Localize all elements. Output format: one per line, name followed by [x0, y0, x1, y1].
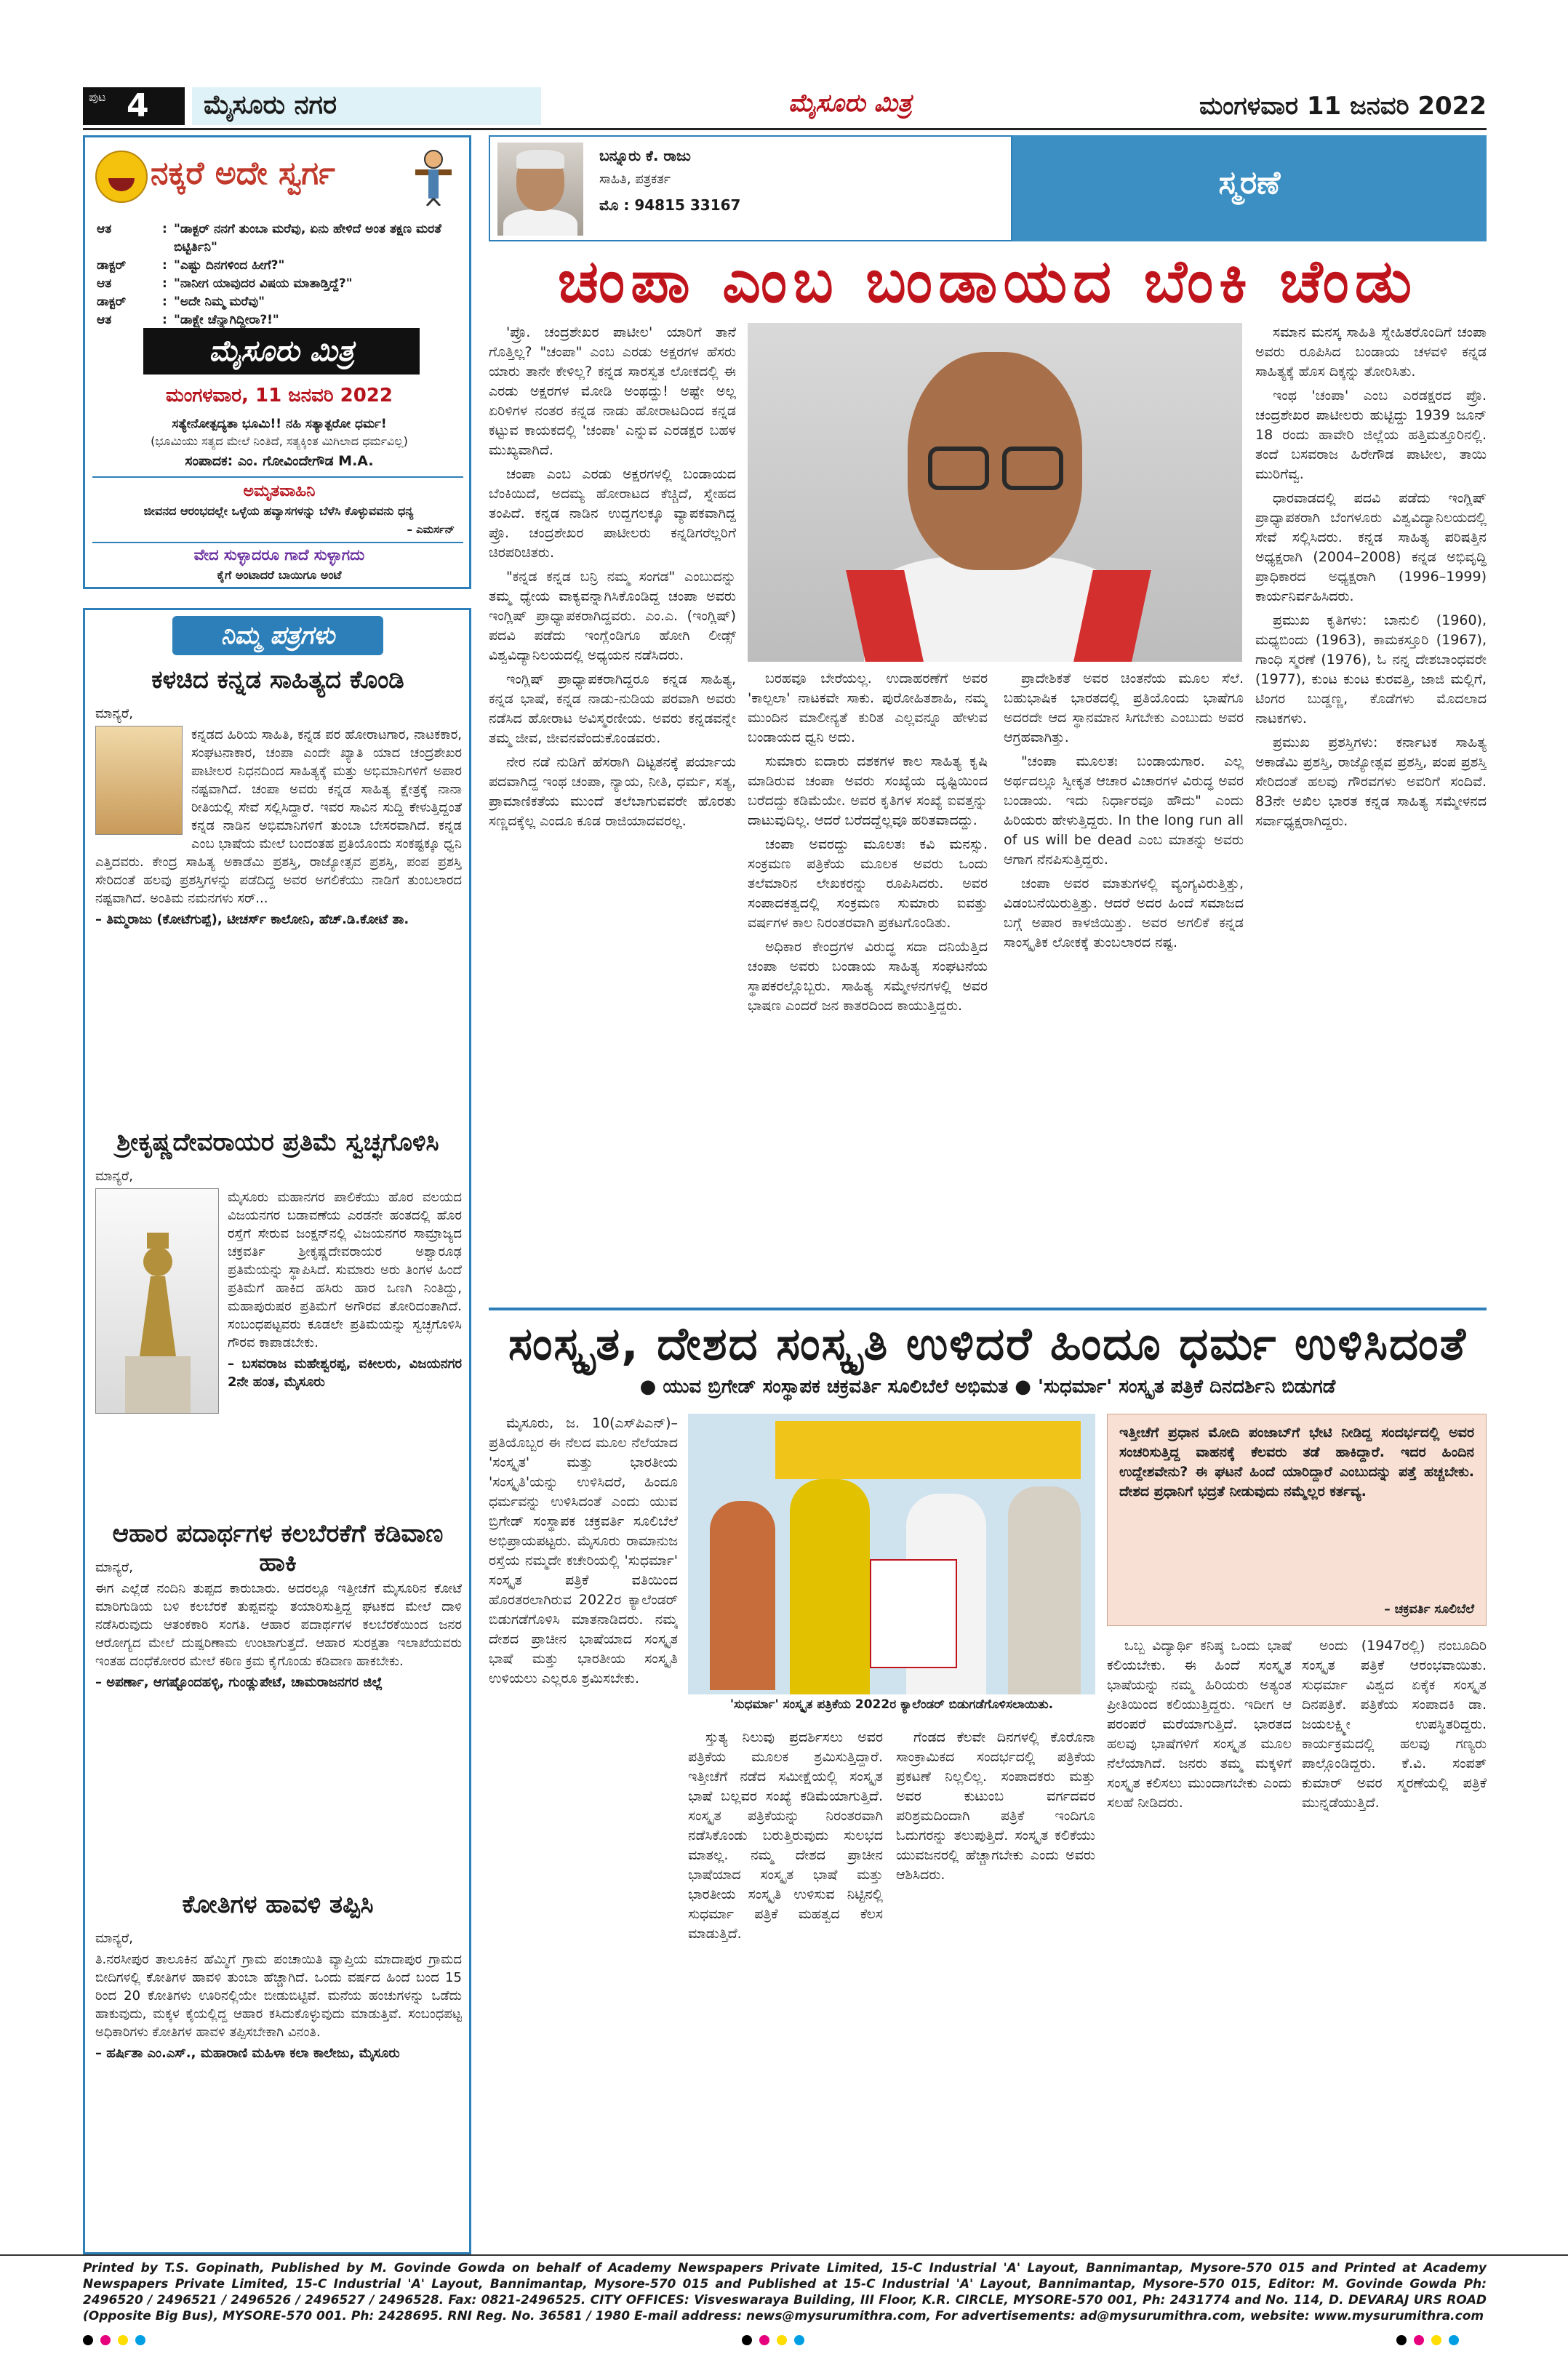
statue-photo	[95, 1188, 219, 1414]
paper-logo: ಮೈಸೂರು ಮಿತ್ರ	[143, 328, 420, 375]
article-column	[748, 669, 988, 1302]
photo-caption: 'ಸುಧರ್ಮಾ' ಸಂಸ್ಕೃತ ಪತ್ರಿಕೆಯ 2022ರ ಕ್ಯಾಲೆಂಡರ್ ಬಿಡುಗಡೆಗೊಳಿಸಲಾಯಿತು.	[729, 1697, 1054, 1712]
paragraph: 'ಪ್ರೊ. ಚಂದ್ರಶೇಖರ ಪಾಟೀಲ' ಯಾರಿಗೆ ತಾನೆ ಗೊತ್ತಿಲ್ಲ? "ಚಂಪಾ" ಎಂಬ ಎರಡು ಅಕ್ಷರಗಳ ಹೆಸರು ಯಾರು ತಾನೇ ಕೇಳಿಲ್ಲ? ಕನ್ನಡ ಸಾರಸ್ವತ ಲೋಕದಲ್ಲಿ ಈ ಎರಡು ಅಕ್ಷರಗಳ ಮೋಡಿ ಅಂಥದ್ದು! ಅಷ್ಟೇ ಅಲ್ಲ ಏರಿಳಿಗಳ ನಂತರ ಕನ್ನಡ ನಾಡು ಹೋರಾಟದಿಂದ ಕನ್ನಡ ಕಟ್ಟುವ ಕಾಯಕದಲ್ಲಿ 'ಚಂಪಾ' ಎನ್ನುವ ಎರಡಕ್ಷರ ಬಹಳ ಮುಖ್ಯವಾಗಿದೆ.	[489, 324, 736, 458]
registration-marks	[1396, 2334, 1466, 2348]
paragraph: ಇಂಗ್ಲಿಷ್ ಪ್ರಾಧ್ಯಾಪಕರಾಗಿದ್ದರೂ ಕನ್ನಡ ಸಾಹಿತ್ಯ, ಕನ್ನಡ ಭಾಷೆ, ಕನ್ನಡ ನಾಡು-ನುಡಿಯ ಪರವಾಗಿ ಅವರು ನಡೆಸಿದ ಹೋರಾಟ ಅವಿಸ್ಮರಣೀಯ. ಅವರು ಕನ್ನಡವನ್ನೇ ತಮ್ಮ ಜೀವ, ಜೀವನವೆಂದುಕೊಂಡವರು.	[489, 671, 736, 746]
registration-marks	[742, 2334, 812, 2348]
letter-text: ತಿ.ನರಸೀಪುರ ತಾಲೂಕಿನ ಹೆಮ್ಮಿಗೆ ಗ್ರಾಮ ಪಂಚಾಯಿತಿ ವ್ಯಾಪ್ತಿಯ ಮಾದಾಪುರ ಗ್ರಾಮದ ಬೀದಿಗಳಲ್ಲಿ ಕೋತಿಗಳ ಹಾವಳಿ ತುಂಬಾ ಹೆಚ್ಚಾಗಿದೆ. ಒಂದು ವರ್ಷದ ಹಿಂದೆ ಬಂದ 15 ರಿಂದ 20 ಕೋತಿಗಳು ಊರಿನಲ್ಲಿಯೇ ಬೀಡುಬಿಟ್ಟಿವೆ. ಮನೆಯ ಹಂಚುಗಳನ್ನು ಒಡೆದು ಹಾಕುವುದು, ಮಕ್ಕಳ ಕೈಯಲ್ಲಿದ್ದ ಆಹಾರ ಕಸಿದುಕೊಳ್ಳುವುದು ಮಾಡುತ್ತಿವೆ. ಸಂಬಂಧಪಟ್ಟ ಅಧಿಕಾರಿಗಳು ಕೋತಿಗಳ ಹಾವಳಿ ತಪ್ಪಿಸಬೇಕಾಗಿ ವಿನಂತಿ.	[95, 1952, 462, 2040]
letter-signature: – ಬಸವರಾಜ ಮಹೇಶ್ವರಪ್ಪ, ವಕೀಲರು, ವಿಜಯನಗರ 2ನೇ ಹಂತ, ಮೈಸೂರು	[228, 1356, 462, 1390]
pull-quote-text: ಇತ್ತೀಚೆಗೆ ಪ್ರಧಾನ ಮೋದಿ ಪಂಜಾಬ್‌ಗೆ ಭೇಟಿ ನೀಡಿದ್ದ ಸಂದರ್ಭದಲ್ಲಿ ಅವರ ಸಂಚರಿಸುತ್ತಿದ್ದ ವಾಹನಕ್ಕೆ ಕೆಲವರು ತಡೆ ಹಾಕಿದ್ದಾರೆ. ಇದರ ಹಿಂದಿನ ಉದ್ದೇಶವೇನು? ಈ ಘಟನೆ ಹಿಂದೆ ಯಾರಿದ್ದಾರೆ ಎಂಬುದನ್ನು ಪತ್ತೆ ಹಚ್ಚಬೇಕು. ದೇಶದ ಪ್ರಧಾನಿಗೆ ಭದ್ರತೆ ನೀಡುವುದು ನಮ್ಮೆಲ್ಲರ ಕರ್ತವ್ಯ.	[1119, 1425, 1474, 1500]
proverb-text: ಕೈಗೆ ಅಂಟಾದರೆ ಬಾಯಿಗೂ ಅಂಟೆ	[217, 568, 342, 582]
article-column	[896, 1728, 1095, 2246]
letter-author-photo	[95, 726, 183, 835]
letters-banner: ನಿಮ್ಮ ಪತ್ರಗಳು	[172, 616, 383, 655]
paragraph: ಚಂಪಾ ಎಂಬ ಎರಡು ಅಕ್ಷರಗಳಲ್ಲಿ ಬಂಡಾಯದ ಬೆಂಕಿಯಿದೆ, ಅದಮ್ಯ ಹೋರಾಟದ ಕೆಚ್ಚಿದೆ, ಸ್ನೇಹದ ತಂಪಿದೆ. ಕನ್ನಡ ನಾಡಿನ ಉದ್ದಗಲಕ್ಕೂ ವ್ಯಾಪಕವಾಗಿದ್ದ ಪ್ರೊ. ಚಂದ್ರಶೇಖರ ಪಾಟೀಲರು ಕನ್ನಡಿಗರೆಲ್ಲರಿಗೆ ಚಿರಪರಿಚಿತರು.	[489, 466, 736, 561]
page-number-box	[83, 87, 185, 125]
paragraph: ಒಬ್ಬ ವಿದ್ಯಾರ್ಥಿ ಕನಿಷ್ಠ ಒಂದು ಭಾಷೆ ಕಲಿಯಬೇಕು. ಈ ಹಿಂದೆ ಸಂಸ್ಕೃತ ಭಾಷೆಯನ್ನು ನಮ್ಮ ಹಿರಿಯರು ಅತ್ಯಂತ ಪ್ರೀತಿಯಿಂದ ಕಲಿಯುತ್ತಿದ್ದರು. ಇದೀಗ ಆ ಪರಂಪರೆ ಮರೆಯಾಗುತ್ತಿದೆ. ಭಾರತದ ಹಲವು ಭಾಷೆಗಳಿಗೆ ಸಂಸ್ಕೃತ ಮೂಲ ನೆಲೆಯಾಗಿದೆ. ಜನರು ತಮ್ಮ ಮಕ್ಕಳಿಗೆ ಸಂಸ್ಕೃತ ಕಲಿಸಲು ಮುಂದಾಗಬೇಕು ಎಂದು ಸಲಹೆ ನೀಡಿದರು.	[1107, 1638, 1292, 1811]
page-number: 4	[127, 87, 149, 124]
paragraph: ಮೈಸೂರು, ಜ. 10(ಎಸ್‌ಪಿಎನ್)– ಪ್ರತಿಯೊಬ್ಬರ ಈ ನೆಲದ ಮೂಲ ನೆಲೆಯಾದ 'ಸಂಸ್ಕೃತ' ಮತ್ತು ಭಾರತೀಯ 'ಸಂಸ್ಕೃತಿ'ಯನ್ನು ಉಳಿಸಿದರೆ, ಹಿಂದೂ ಧರ್ಮವನ್ನು ಉಳಿಸಿದಂತೆ ಎಂದು ಯುವ ಬ್ರಿಗೇಡ್ ಸಂಸ್ಥಾಪಕ ಚಕ್ರವರ್ತಿ ಸೂಲಿಬೆಲೆ ಅಭಿಪ್ರಾಯಪಟ್ಟರು. ಮೈಸೂರು ರಾಮಾನುಜ ರಸ್ತೆಯ ನಮ್ಮದೇ ಕಚೇರಿಯಲ್ಲಿ 'ಸುಧರ್ಮಾ' ಸಂಸ್ಕೃತ ಪತ್ರಿಕೆ ವತಿಯಿಂದ ಹೊರತರಲಾಗಿರುವ 2022ರ ಕ್ಯಾಲೆಂಡರ್ ಬಿಡುಗಡೆಗೊಳಿಸಿ ಮಾತನಾಡಿದರು. ನಮ್ಮ ದೇಶದ ಪ್ರಾಚೀನ ಭಾಷೆಯಾದ ಸಂಸ್ಕೃತ ಭಾಷೆ ಮತ್ತು ಭಾರತೀಯ ಸಂಸ್ಕೃತಿ ಉಳಿಯಲು ಎಲ್ಲರೂ ಶ್ರಮಿಸಬೇಕು.	[489, 1415, 678, 1686]
paragraph: ಧಾರವಾಡದಲ್ಲಿ ಪದವಿ ಪಡೆದು ಇಂಗ್ಲಿಷ್ ಪ್ರಾಧ್ಯಾಪಕರಾಗಿ ಬೆಂಗಳೂರು ವಿಶ್ವವಿದ್ಯಾನಿಲಯದಲ್ಲಿ ಸೇವೆ ಸಲ್ಲಿಸಿದರು. ಕನ್ನಡ ಸಾಹಿತ್ಯ ಪರಿಷತ್ತಿನ ಅಧ್ಯಕ್ಷರಾಗಿ (2004–2008) ಕನ್ನಡ ಅಭಿವೃದ್ಧಿ ಪ್ರಾಧಿಕಾರದ ಅಧ್ಯಕ್ಷರಾಗಿ (1996–1999) ಕಾರ್ಯನಿರ್ವಹಿಸಿದರು.	[1255, 490, 1487, 604]
article-column	[1302, 1636, 1487, 2246]
motto-translation: (ಭೂಮಿಯು ಸತ್ಯದ ಮೇಲೆ ನಿಂತಿದೆ, ಸತ್ಯಕ್ಕಿಂತ ಮಿಗಿಲಾದ ಧರ್ಮವಿಲ್ಲ)	[151, 434, 408, 448]
author-phone: ಮೊ : 94815 33167	[599, 196, 741, 214]
quote-of-day-title: ಅಮೃತವಾಹಿನಿ	[243, 482, 316, 500]
footer-rule	[0, 2254, 1568, 2256]
joke-line: ಡಾಕ್ಟರ್ : "ಅದೇ ನಿಮ್ಮ ಮರೆವು"	[97, 295, 265, 309]
paragraph: ಪ್ರಮುಖ ಪ್ರಶಸ್ತಿಗಳು: ಕರ್ನಾಟಕ ಸಾಹಿತ್ಯ ಅಕಾಡೆಮಿ ಪ್ರಶಸ್ತಿ, ರಾಜ್ಯೋತ್ಸವ ಪ್ರಶಸ್ತಿ, ಪಂಪ ಪ್ರಶಸ್ತಿ ಸೇರಿದಂತೆ ಹಲವು ಗೌರವಗಳು ಅವರಿಗೆ ಸಂದಿವೆ. 83ನೇ ಅಖಿಲ ಭಾರತ ಕನ್ನಡ ಸಾಹಿತ್ಯ ಸಮ್ಮೇಳನದ ಸರ್ವಾಧ್ಯಕ್ಷರಾಗಿದ್ದರು.	[1255, 734, 1487, 829]
paragraph: "ಚಂಪಾ ಮೂಲತಃ ಬಂಡಾಯಗಾರ. ಎಲ್ಲ ಅರ್ಥದಲ್ಲೂ ಸ್ವೀಕೃತ ಆಚಾರ ವಿಚಾರಗಳ ವಿರುದ್ಧ ಅವರ ಬಂಡಾಯ. ಇದು ನಿರ್ಧಾರವೂ ಹೌದು" ಎಂದು ಹಿರಿಯರು ಹೇಳುತ್ತಿದ್ದರು. In the long run all of us will be dead ಎಂಬ ಮಾತನ್ನು ಅವರು ಆಗಾಗ ನೆನಪಿಸುತ್ತಿದ್ದರು.	[1004, 753, 1244, 868]
paragraph: ಸ್ತುತ್ಯ ನಿಲುವು ಪ್ರದರ್ಶಿಸಲು ಅವರ ಪತ್ರಿಕೆಯ ಮೂಲಕ ಶ್ರಮಿಸುತ್ತಿದ್ದಾರೆ. ಇತ್ತೀಚೆಗೆ ನಡೆದ ಸಮೀಕ್ಷೆಯಲ್ಲಿ ಸಂಸ್ಕೃತ ಭಾಷೆ ಬಲ್ಲವರ ಸಂಖ್ಯೆ ಕಡಿಮೆಯಾಗುತ್ತಿದೆ. ಸಂಸ್ಕೃತ ಪತ್ರಿಕೆಯನ್ನು ನಿರಂತರವಾಗಿ ನಡೆಸಿಕೊಂಡು ಬರುತ್ತಿರುವುದು ಸುಲಭದ ಮಾತಲ್ಲ. ನಮ್ಮ ದೇಶದ ಪ್ರಾಚೀನ ಭಾಷೆಯಾದ ಸಂಸ್ಕೃತ ಭಾಷೆ ಮತ್ತು ಭಾರತೀಯ ಸಂಸ್ಕೃತಿ ಉಳಿಸುವ ನಿಟ್ಟಿನಲ್ಲಿ ಸುಧರ್ಮಾ ಪತ್ರಿಕೆ ಮಹತ್ವದ ಕೆಲಸ ಮಾಡುತ್ತಿದೆ.	[688, 1729, 883, 1942]
paragraph: ಸುಮಾರು ಐದಾರು ದಶಕಗಳ ಕಾಲ ಸಾಹಿತ್ಯ ಕೃಷಿ ಮಾಡಿರುವ ಚಂಪಾ ಅವರು ಸಂಖ್ಯೆಯ ದೃಷ್ಟಿಯಿಂದ ಬರೆದದ್ದು ಕಡಿಮೆಯೇ. ಅವರ ಕೃತಿಗಳ ಸಂಖ್ಯೆ ಐವತ್ತನ್ನು ದಾಟುವುದಿಲ್ಲ. ಆದರೆ ಬರೆದದ್ದೆಲ್ಲವೂ ಹರಿತವಾದದ್ದು.	[748, 753, 988, 828]
article-column	[1255, 323, 1487, 1302]
joke-line: ಆತ : "ಡಾಕ್ಟರ್ ನನಗೆ ತುಂಬಾ ಮರೆವು, ಏನು ಹೇಳಿದೆ ಅಂತ ತಕ್ಷಣ ಮರತೆ ಬಿಟ್ಟಿರ್ತಿನಿ"	[97, 222, 441, 255]
article-column	[489, 323, 736, 1302]
letter-signature: – ತಿಮ್ಮರಾಜು (ಕೋಟೆಗುಪ್ಪೆ), ಟೀಚರ್ಸ್ ಕಾಲೋನಿ, ಹೆಚ್.ಡಿ.ಕೋಟೆ ತಾ.	[95, 912, 409, 927]
quote-of-day-text: ಜೀವನದ ಆರಂಭದಲ್ಲೇ ಒಳ್ಳೆಯ ಹವ್ಯಾಸಗಳನ್ನು ಬೆಳೆಸಿ ಕೊಳ್ಳುವವನು ಧನ್ಯ	[143, 504, 414, 518]
second-subhead: ● ಯುವ ಬ್ರಿಗೇಡ್ ಸಂಸ್ಥಾಪಕ ಚಕ್ರವರ್ತಿ ಸೂಲಿಬೆಲೆ ಅಭಿಮತ ● 'ಸುಧರ್ಮಾ' ಸಂಸ್ಕೃತ ಪತ್ರಿಕೆ ದಿನದರ್ಶಿನಿ ಬಿಡುಗಡೆ	[639, 1376, 1336, 1398]
paragraph: ಇಂಥ 'ಚಂಪಾ' ಎಂಬ ಎರಡಕ್ಷರದ ಪ್ರೊ. ಚಂದ್ರಶೇಖರ ಪಾಟೀಲರು ಹುಟ್ಟಿದ್ದು 1939 ಜೂನ್ 18 ರಂದು ಹಾವೇರಿ ಜಿಲ್ಲೆಯ ಹತ್ತಿಮತ್ತೂರಿನಲ್ಲಿ. ತಂದೆ ಬಸವರಾಜ ಹಿರೇಗೌಡ ಪಾಟೀಲ, ತಾಯಿ ಮುರಿಗೆವ್ವ.	[1255, 388, 1487, 482]
joke-title: ನಕ್ಕರೆ ಅದೇ ಸ್ವರ್ಗ	[151, 155, 335, 192]
divider	[92, 542, 463, 543]
letter-body	[95, 1929, 462, 2246]
champa-portrait-photo	[748, 323, 1242, 662]
masthead	[83, 87, 1487, 125]
letter-signature: – ಅಪರ್ಣಾ, ಆಗಷ್ಟೊಂದಹಳ್ಳಿ, ಗುಂಡ್ಲುಪೇಟೆ, ಚಾಮರಾಜನಗರ ಜಿಲ್ಲೆ	[95, 1675, 383, 1690]
letter-signature: – ಹರ್ಷಿತಾ ಎಂ.ಎಸ್., ಮಹಾರಾಣಿ ಮಹಿಳಾ ಕಲಾ ಕಾಲೇಜು, ಮೈಸೂರು	[95, 2046, 400, 2061]
joke-box	[83, 135, 471, 589]
letter-salutation: ಮಾನ್ಯರೆ,	[95, 1931, 133, 1946]
author-box	[489, 135, 1012, 241]
section-tag-box	[1012, 135, 1487, 241]
letter-title: ಕೋತಿಗಳ ಹಾವಳಿ ತಪ್ಪಿಸಿ	[182, 1890, 374, 1919]
joke-line: ಡಾಕ್ಟರ್ : "ಎಷ್ಟು ದಿನಗಳಿಂದ ಹೀಗೆ?"	[97, 258, 285, 273]
letter-body	[95, 705, 462, 1118]
editor-line: ಸಂಪಾದಕ: ಎಂ. ಗೋವಿಂದೇಗೌಡ M.A.	[185, 453, 374, 469]
paragraph: ಅಂದು (1947ರಲ್ಲಿ) ನಂಬೂದಿರಿ ಸಂಸ್ಕೃತ ಪತ್ರಿಕೆ ಆರಂಭವಾಯಿತು. ಸುಧರ್ಮಾ ವಿಶ್ವದ ಏಕೈಕ ಸಂಸ್ಕೃತ ದಿನಪತ್ರಿಕೆ. ಪತ್ರಿಕೆಯ ಸಂಪಾದಕಿ ಡಾ. ಜಯಲಕ್ಷ್ಮೀ ಉಪಸ್ಥಿತರಿದ್ದರು. ಕಾರ್ಯಕ್ರಮದಲ್ಲಿ ಹಲವು ಗಣ್ಯರು ಪಾಲ್ಗೊಂಡಿದ್ದರು. ಕೆ.ವಿ. ಸಂಪತ್ ಕುಮಾರ್ ಅವರ ಸ್ಮರಣೆಯಲ್ಲಿ ಪತ್ರಿಕೆ ಮುನ್ನಡೆಯುತ್ತಿದೆ.	[1302, 1638, 1487, 1811]
letter-title: ಶ್ರೀಕೃಷ್ಣದೇವರಾಯರ ಪ್ರತಿಮೆ ಸ್ವಚ್ಛಗೊಳಿಸಿ	[116, 1128, 439, 1157]
quote-of-day-author: – ಎಮರ್ಸನ್	[407, 523, 455, 536]
paragraph: ಪ್ರಮುಖ ಕೃತಿಗಳು: ಬಾನುಲಿ (1960), ಮಧ್ಯಬಿಂದು (1963), ಕಾಮಕಸ್ತೂರಿ (1967), ಗಾಂಧಿ ಸ್ಮರಣೆ (1976), ಓ ನನ್ನ ದೇಶಬಾಂಧವರೇ (1977), ಕುಂಟ ಕುಂಟ ಕುರವತ್ತಿ, ಜಾಜಿ ಮಲ್ಲಿಗೆ, ಟಿಂಗರ ಬುಡ್ಡಣ್ಣ, ಕೊಡೆಗಳು ಮೊದಲಾದ ನಾಟಕಗಳು.	[1255, 612, 1487, 726]
masthead-rule	[83, 128, 1487, 130]
joke-line: ಆತ : "ಡಾಕ್ಟ್ರೇ ಚೆನ್ನಾಗಿದ್ದೀರಾ?!"	[97, 313, 279, 327]
main-headline: ಚಂಪಾ ಎಂಬ ಬಂಡಾಯದ ಬೆಂಕಿ ಚೆಂಡು	[557, 247, 1418, 316]
paragraph: ಬರಹವೂ ಬೇರೆಯಲ್ಲ. ಉದಾಹರಣೆಗೆ ಅವರ 'ಕಾಲ್ಪಲಾ' ನಾಟಕವೇ ಸಾಕು. ಪುರೋಹಿತಶಾಹಿ, ನಮ್ಮ ಮುಂದಿನ ಮಾಲೀನ್ಯತೆ ಕುರಿತ ಎಲ್ಲವನ್ನೂ ಹೇಳುವ ಬಂಡಾಯದ ಧ್ವನಿ ಅದು.	[748, 670, 988, 745]
section-tag: ಸ್ಮರಣೆ	[1218, 164, 1281, 201]
statue-icon	[96, 1189, 219, 1414]
paragraph: ಗೆಂಡದ ಕೆಲವೇ ದಿನಗಳಲ್ಲಿ ಕೊರೊನಾ ಸಾಂಕ್ರಾಮಿಕದ ಸಂದರ್ಭದಲ್ಲಿ ಪತ್ರಿಕೆಯ ಪ್ರಕಟಣೆ ನಿಲ್ಲಲಿಲ್ಲ. ಸಂಪಾದಕರು ಮತ್ತು ಅವರ ಕುಟುಂಬ ವರ್ಗದವರ ಪರಿಶ್ರಮದಿಂದಾಗಿ ಪತ್ರಿಕೆ ಇಂದಿಗೂ ಓದುಗರನ್ನು ತಲುಪುತ್ತಿದೆ. ಸಂಸ್ಕೃತ ಕಲಿಕೆಯು ಯುವಜನರಲ್ಲಿ ಹೆಚ್ಚಾಗಬೇಕು ಎಂದು ಅವರು ಆಶಿಸಿದರು.	[896, 1729, 1095, 1883]
registration-marks	[83, 2334, 153, 2348]
issue-date: ಮಂಗಳವಾರ 11 ಜನವರಿ 2022	[1199, 92, 1487, 121]
letter-text: ಕನ್ನಡದ ಹಿರಿಯ ಸಾಹಿತಿ, ಕನ್ನಡ ಪರ ಹೋರಾಟಗಾರ, ನಾಟಕಕಾರ, ಸಂಘಟನಾಕಾರ, ಚಂಪಾ ಎಂದೇ ಖ್ಯಾತಿ ಯಾದ ಚಂದ್ರಶೇಖರ ಪಾಟೀಲರ ನಿಧನದಿಂದ ಸಾಹಿತ್ಯಕ್ಕೆ ಮತ್ತು ಅಭಿಮಾನಿಗಳಿಗೆ ಅಪಾರ ನಷ್ಟವಾಗಿದೆ. ಚಂಪಾ ಅವರು ಕನ್ನಡ ಸಾಹಿತ್ಯ ಕ್ಷೇತ್ರಕ್ಕೆ ನಾನಾ ರೀತಿಯಲ್ಲಿ ಸೇವೆ ಸಲ್ಲಿಸಿದ್ದಾರೆ. ಇವರ ಸಾವಿನ ಸುದ್ದಿ ಕೇಳುತ್ತಿದ್ದಂತೆ ಕನ್ನಡ ನಾಡಿನ ಅಭಿಮಾನಿಗಳಿಗೆ ತುಂಬಾ ಬೇಸರವಾಗಿದೆ. ಕನ್ನಡ ಎಂಬ ಭಾಷೆಯ ಮೇಲೆ ಬಂದಂತಹ ಪ್ರತಿಯೊಂದು ಸಂಕಷ್ಟಕ್ಕೂ ಧ್ವನಿ ಎತ್ತಿದವರು. ಕೇಂದ್ರ ಸಾಹಿತ್ಯ ಅಕಾಡೆಮಿ ಪ್ರಶಸ್ತಿ, ರಾಜ್ಯೋತ್ಸವ ಪ್ರಶಸ್ತಿ, ಪಂಪ ಪ್ರಶಸ್ತಿ ಸೇರಿದಂತೆ ಹಲವು ಪ್ರಶಸ್ತಿಗಳನ್ನು ಪಡೆದಿದ್ದ ಅವರ ಅಗಲಿಕೆಯು ನಾಡಿಗೆ ತುಂಬಲಾರದ ನಷ್ಟವಾಗಿದೆ. ಅಂತಿಮ ನಮನಗಳು ಸರ್...	[95, 727, 462, 906]
side-date: ಮಂಗಳವಾರ, 11 ಜನವರಿ 2022	[166, 385, 393, 407]
paragraph: ಚಂಪಾ ಅವರದ್ದು ಮೂಲತಃ ಕವಿ ಮನಸ್ಸು. ಸಂಕ್ರಮಣ ಪತ್ರಿಕೆಯ ಮೂಲಕ ಅವರು ಒಂದು ತಲೆಮಾರಿನ ಲೇಖಕರನ್ನು ರೂಪಿಸಿದರು. ಅವರ ಸಂಪಾದಕತ್ವದಲ್ಲಿ ಸಂಕ್ರಮಣ ಸುಮಾರು ಐವತ್ತು ವರ್ಷಗಳ ಕಾಲ ನಿರಂತರವಾಗಿ ಪ್ರಕಟಗೊಂಡಿತು.	[748, 836, 988, 931]
divider	[92, 476, 463, 478]
article-column	[688, 1728, 883, 2246]
letter-title: ಕಳಚಿದ ಕನ್ನಡ ಸಾಹಿತ್ಯದ ಕೊಂಡಿ	[151, 665, 404, 694]
letter-title: ಆಹಾರ ಪದಾರ್ಥಗಳ ಕಲಬೆರಕೆಗೆ ಕಡಿವಾಣ ಹಾಕಿ	[112, 1519, 444, 1577]
letter-salutation: ಮಾನ್ಯರೆ,	[95, 1560, 133, 1575]
author-role: ಸಾಹಿತಿ, ಪತ್ರಕರ್ತ	[599, 172, 671, 187]
joke-line: ಆತ : "ನಾನೀಗ ಯಾವುದರ ವಿಷಯ ಮಾತಾಡ್ತಿದ್ದೆ?"	[97, 276, 353, 291]
calendar-release-photo	[688, 1414, 1095, 1694]
second-headline: ಸಂಸ್ಕೃತ, ದೇಶದ ಸಂಸ್ಕೃತಿ ಉಳಿದರೆ ಹಿಂದೂ ಧರ್ಮ ಉಳಿಸಿದಂತೆ	[508, 1317, 1467, 1370]
letters-box	[83, 608, 471, 2254]
imprint-line: Printed by T.S. Gopinath, Published by M. Govinde Gowda on behalf of Academy Newspapers Private Limited, 15-C Industrial 'A' Layout, Bannimantap, Mysore-570 015 and Printed at Academy Newspapers Private Limited, 15-C Industrial 'A' Layout, Bannimantap, Mysore-570 015 and Published at 15-C Industrial 'A' Layout, Bannimantap, Mysore-570 015, Editor: M. Govinde Gowda Ph: 2496520 / 2496521 / 2496526 / 2496527 / 2496528. Fax: 0821-2496525. CITY OFFICES: Visveswaraya Building, III Floor, K.R. CIRCLE, MYSORE-570 001, Ph: 2431774 and No. 114, D. DEVARAJ URS ROAD (Opposite Big Bus), MYSORE-570 001. Ph: 2428695. RNI Reg. No. 36581 / 1980 E-mail address: news@mysurumithra.com, For advertisements: ad@mysurumithra.com, website: www.mysurumithra.com	[83, 2261, 1487, 2323]
paragraph: "ಕನ್ನಡ ಕನ್ನಡ ಬನ್ರಿ ನಮ್ಮ ಸಂಗಡ" ಎಂಬುದನ್ನು ತಮ್ಮ ಧ್ಯೇಯ ವಾಕ್ಯವನ್ನಾಗಿಸಿಕೊಂಡಿದ್ದ ಚಂಪಾ ಅವರು ಇಂಗ್ಲಿಷ್ ಪ್ರಾಧ್ಯಾಪಕರಾಗಿದ್ದವರು. ಎಂ.ಎ. (ಇಂಗ್ಲಿಷ್) ಪದವಿ ಪಡೆದು ಇಂಗ್ಲೆಂಡಿಗೂ ಹೋಗಿ ಲೀಡ್ಸ್ ವಿಶ್ವವಿದ್ಯಾನಿಲಯದಲ್ಲಿ ಅಧ್ಯಯನ ನಡೆಸಿದರು.	[489, 569, 736, 663]
joke-header	[85, 137, 469, 217]
paragraph: ಚಂಪಾ ಅವರ ಮಾತುಗಳಲ್ಲಿ ವ್ಯಂಗ್ಯವಿರುತ್ತಿತ್ತು, ವಿಡಂಬನೆಯಿರುತ್ತಿತ್ತು. ಆದರೆ ಅದರ ಹಿಂದೆ ಸಮಾಜದ ಬಗ್ಗೆ ಅಪಾರ ಕಾಳಜಿಯಿತ್ತು. ಅವರ ಅಗಲಿಕೆ ಕನ್ನಡ ಸಾಂಸ್ಕೃತಿಕ ಲೋಕಕ್ಕೆ ತುಂಬಲಾರದ ನಷ್ಟ.	[1004, 876, 1244, 950]
laughing-face-icon	[95, 151, 148, 203]
article-column	[1004, 669, 1244, 1302]
section-title: ಮೈಸೂರು ನಗರ	[192, 87, 541, 125]
paragraph: ಸಮಾನ ಮನಸ್ಕ ಸಾಹಿತಿ ಸ್ನೇಹಿತರೊಂದಿಗೆ ಚಂಪಾ ಅವರು ರೂಪಿಸಿದ ಬಂಡಾಯ ಚಳವಳಿ ಕನ್ನಡ ಸಾಹಿತ್ಯಕ್ಕೆ ಹೊಸ ದಿಕ್ಕನ್ನು ತೋರಿಸಿತು.	[1255, 324, 1487, 380]
article-column	[1107, 1636, 1292, 2246]
motto-sanskrit: ಸತ್ಯೇನೋತ್ಪದ್ಯತಾ ಭೂಮಿ!! ನಹಿ ಸತ್ಯಾತ್ಪರೋ ಧರ್ಮ!	[172, 417, 387, 431]
proverb-title: ವೇದ ಸುಳ್ಳಾದರೂ ಗಾದೆ ಸುಳ್ಳಾಗದು	[193, 546, 365, 564]
scarecrow-icon	[408, 148, 459, 206]
letter-body	[95, 1558, 462, 1871]
letter-body	[95, 1167, 462, 1509]
paragraph: ಅಧಿಕಾರ ಕೇಂದ್ರಗಳ ವಿರುದ್ಧ ಸದಾ ದನಿಯೆತ್ತಿದ ಚಂಪಾ ಅವರು ಬಂಡಾಯ ಸಾಹಿತ್ಯ ಸಂಘಟನೆಯ ಸ್ಥಾಪಕರಲ್ಲೊಬ್ಬರು. ಸಾಹಿತ್ಯ ಸಮ್ಮೇಳನಗಳಲ್ಲಿ ಅವರ ಭಾಷಣ ಎಂದರೆ ಜನ ಕಾತರದಿಂದ ಕಾಯುತ್ತಿದ್ದರು.	[748, 939, 988, 1014]
author-name: ಬನ್ನೂರು ಕೆ. ರಾಜು	[599, 147, 691, 164]
page-label: ಪುಟ	[89, 90, 106, 104]
paragraph: ಪ್ರಾದೇಶಿಕತೆ ಅವರ ಚಿಂತನೆಯ ಮೂಲ ಸೆಲೆ. ಬಹುಭಾಷಿಕ ಭಾರತದಲ್ಲಿ ಪ್ರತಿಯೊಂದು ಭಾಷೆಗೂ ಅದರದೇ ಆದ ಸ್ಥಾನಮಾನ ಸಿಗಬೇಕು ಎಂಬುದು ಅವರ ಆಗ್ರಹವಾಗಿತ್ತು.	[1004, 670, 1244, 745]
pull-quote-author: – ಚಕ್ರವರ್ತಿ ಸೂಲಿಬೆಲೆ	[1384, 1602, 1474, 1617]
letter-text: ಮೈಸೂರು ಮಹಾನಗರ ಪಾಲಿಕೆಯು ಹೊರ ವಲಯದ ವಿಜಯನಗರ ಬಡಾವಣೆಯ ಎರಡನೇ ಹಂತದಲ್ಲಿ ಹೊರ ರಸ್ತೆಗೆ ಸೇರುವ ಜಂಕ್ಷನ್‌ನಲ್ಲಿ ವಿಜಯನಗರ ಸಾಮ್ರಾಜ್ಯದ ಚಕ್ರವರ್ತಿ ಶ್ರೀಕೃಷ್ಣದೇವರಾಯರ ಅಶ್ವಾರೂಢ ಪ್ರತಿಮೆಯನ್ನು ಸ್ಥಾಪಿಸಿದೆ. ಸುಮಾರು ಅರು ತಿಂಗಳ ಹಿಂದೆ ಪ್ರತಿಮೆಗೆ ಹಾಕಿದ ಹಸಿರು ಹಾರ ಒಣಗಿ ನಿಂತಿದ್ದು, ಮಹಾಪುರುಷರ ಪ್ರತಿಮೆಗೆ ಅಗೌರವ ತೋರಿದಂತಾಗಿದೆ. ಸಂಬಂಧಪಟ್ಟವರು ಕೂಡಲೇ ಪ್ರತಿಮೆಯನ್ನು ಸ್ವಚ್ಛಗೊಳಿಸಿ ಗೌರವ ಕಾಪಾಡಬೇಕು.	[228, 1190, 462, 1350]
author-photo	[497, 143, 583, 236]
paragraph: ನೇರ ನಡೆ ನುಡಿಗೆ ಹೆಸರಾಗಿ ದಿಟ್ಟತನಕ್ಕೆ ಪರ್ಯಾಯ ಪದವಾಗಿದ್ದ ಇಂಥ ಚಂಪಾ, ನ್ಯಾಯ, ನೀತಿ, ಧರ್ಮ, ಸತ್ಯ, ಪ್ರಾಮಾಣಿಕತೆಯ ಮುಂದೆ ತಲೆಬಾಗುವವರೇ ಹೊರತು ಸಣ್ಣದಕ್ಕೆಲ್ಲ ಎಂದೂ ಕೂಡ ರಾಜಿಯಾದವರಲ್ಲ.	[489, 754, 736, 829]
newspaper-name: ಮೈಸೂರು ಮಿತ್ರ	[788, 89, 912, 118]
pull-quote-box	[1107, 1414, 1487, 1626]
joke-dialogue	[97, 220, 460, 329]
letter-salutation: ಮಾನ್ಯರೆ,	[95, 1169, 133, 1184]
article-column	[489, 1414, 678, 2246]
section-divider	[489, 1308, 1487, 1310]
letter-salutation: ಮಾನ್ಯರೆ,	[95, 706, 133, 721]
letter-text: ಈಗ ಎಲ್ಲೆಡೆ ನಂದಿನಿ ತುಪ್ಪದ ಕಾರುಬಾರು. ಅದರಲ್ಲೂ ಇತ್ತೀಚೆಗೆ ಮೈಸೂರಿನ ಕೋಟೆ ಮಾರಿಗುಡಿಯ ಬಳಿ ಕಲಬೆರಕೆ ತುಪ್ಪವನ್ನು ತಯಾರಿಸುತ್ತಿದ್ದ ಘಟಕದ ಮೇಲೆ ದಾಳಿ ನಡೆಸಿರುವುದು ಆತಂಕಕಾರಿ ಸಂಗತಿ. ಆಹಾರ ಪದಾರ್ಥಗಳ ಕಲಬೆರಕೆಯಿಂದ ಜನರ ಆರೋಗ್ಯದ ಮೇಲೆ ದುಷ್ಪರಿಣಾಮ ಉಂಟಾಗುತ್ತದೆ. ಆಹಾರ ಸುರಕ್ಷತಾ ಇಲಾಖೆಯವರು ಇಂತಹ ದಂಧೆಕೋರರ ಮೇಲೆ ಕಠಿಣ ಕ್ರಮ ಕೈಗೊಂಡು ಕಡಿವಾಣ ಹಾಕಬೇಕು.	[95, 1581, 462, 1669]
